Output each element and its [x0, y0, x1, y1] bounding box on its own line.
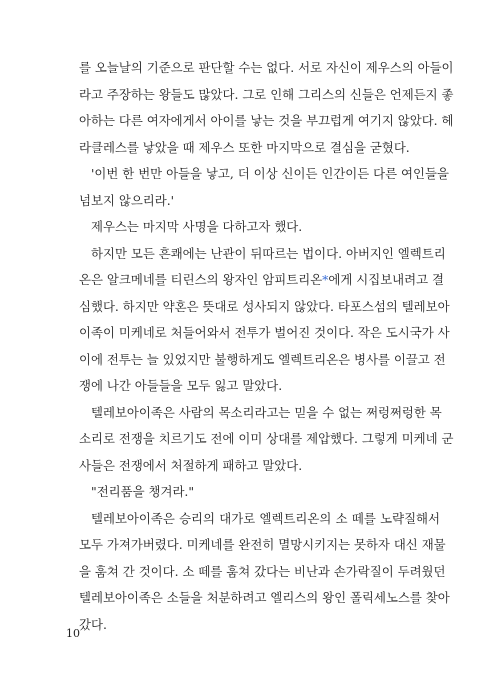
text-line: 모두 가져가버렸다. 미케네를 완전히 멸망시키지는 못하자 대신 재물: [79, 537, 446, 552]
text-line: 사들은 전쟁에서 처절하게 패하고 말았다.: [79, 457, 303, 473]
body-text: [79, 55, 454, 638]
text-segment: 에게 시집보내려고 결: [328, 272, 444, 287]
text-line: 텔레보아이족은 사람의 목소리라고는 믿을 수 없는 쩌렁쩌렁한 목: [91, 404, 442, 420]
text-line: 제우스는 마지막 사명을 다하고자 했다.: [91, 219, 303, 234]
text-line: 라클레스를 낳았을 때 제우스 또한 마지막으로 결심을 굳혔다.: [79, 139, 410, 155]
text-line: 심했다. 하지만 약혼은 뜻대로 성사되지 않았다. 타포스섬의 텔레보아: [79, 298, 450, 314]
text-line: 아하는 다른 여자에게서 아이를 낳는 것을 부끄럽게 여기지 않았다. 헤: [79, 113, 454, 128]
text-line: 라고 주장하는 왕들도 많았다. 그로 인해 그리스의 신들은 언제든지 좋: [79, 86, 454, 102]
text-line: 갔다.: [79, 616, 107, 632]
text-line: 이족이 미케네로 처들어와서 전투가 벌어진 것이다. 작은 도시국가 사: [79, 325, 450, 340]
footnote-marker[interactable]: *: [322, 272, 329, 287]
text-line: "전리품을 챙겨라.": [91, 484, 195, 499]
text-line: 를 오늘날의 기준으로 판단할 수는 없다. 서로 자신이 제우스의 아들이: [79, 60, 454, 75]
text-line: 텔레보아이족은 소들을 처분하려고 엘리스의 왕인 폴릭세노스를 찾아: [79, 590, 450, 605]
text-line: '이번 한 번만 아들을 낳고, 더 이상 신이든 인간이든 다른 여인들을: [91, 166, 449, 181]
text-line: [79, 267, 444, 294]
text-line: 이에 전투는 늘 있었지만 불행하게도 엘렉트리온은 병사를 이끌고 전: [79, 351, 446, 367]
text-line: 을 훔쳐 간 것이다. 소 떼를 훔쳐 갔다는 비난과 손가락질이 두려웠던: [79, 563, 446, 579]
text-line: 소리로 전쟁을 치르기도 전에 이미 상대를 제압했다. 그렇게 미케네 군: [79, 431, 454, 446]
text-line: 쟁에 나간 아들들을 모두 잃고 말았다.: [79, 378, 283, 393]
page-number: 10: [66, 627, 80, 640]
text-line: 하지만 모든 흔쾌에는 난관이 뒤따르는 법이다. 아버지인 엘렉트리: [91, 245, 446, 261]
text-line: 텔레보아이족은 승리의 대가로 엘렉트리온의 소 떼를 노략질해서: [91, 510, 440, 526]
text-line: 넘보지 않으리라.': [79, 192, 175, 208]
text-segment: 온은 알크메네를 티린스의 왕자인 암피트리온: [79, 272, 323, 287]
